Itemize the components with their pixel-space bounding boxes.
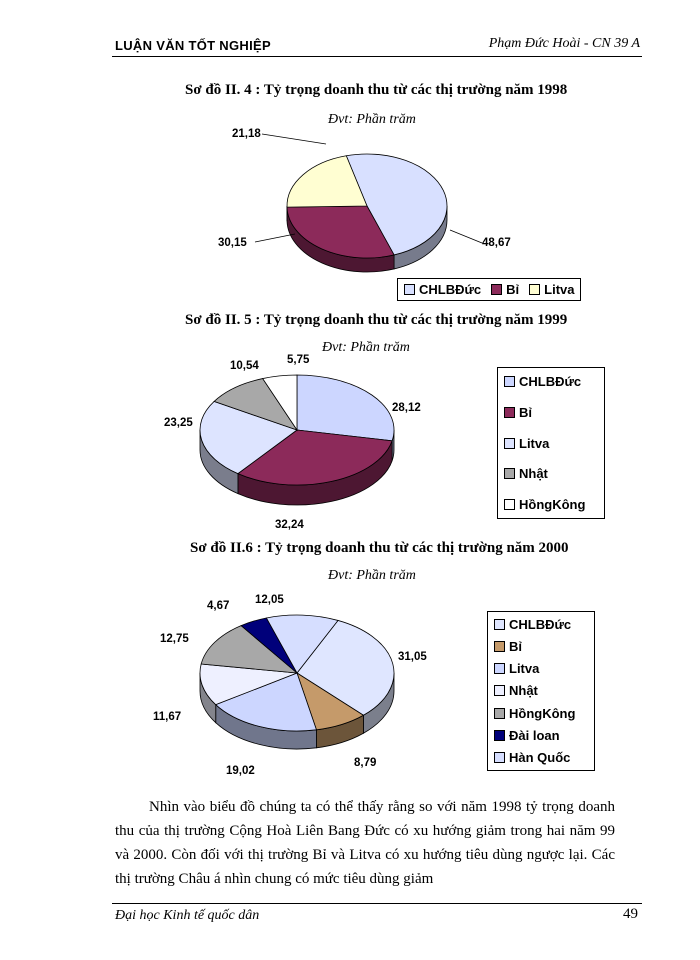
- legend-label: Nhật: [519, 466, 548, 482]
- data-label-HồngKông: 5,75: [287, 354, 310, 366]
- data-label-Litva: 21,18: [232, 128, 261, 140]
- data-label-CHLBĐức: 48,67: [482, 237, 511, 249]
- page-number: 49: [623, 906, 638, 922]
- data-label-Bỉ: 30,15: [218, 237, 247, 249]
- legend-label: Đài loan: [509, 727, 560, 743]
- legend-label: HồngKông: [519, 497, 586, 512]
- chart-1999-title: Sơ đồ II. 5 : Tỷ trọng doanh thu từ các thị trường năm 1999: [185, 312, 568, 328]
- data-label-Nhật: 11,67: [153, 711, 182, 723]
- data-label-Litva: 23,25: [164, 417, 193, 429]
- chart-1998-title: Sơ đồ II. 4 : Tỷ trọng doanh thu từ các thị trường năm 1998: [185, 82, 568, 98]
- legend-item: [494, 639, 588, 654]
- chart-2000-title: Sơ đồ II.6 : Tỷ trọng doanh thu từ các thị trường năm 2000: [190, 540, 569, 556]
- legend-item: [494, 617, 588, 632]
- legend-2000: [487, 611, 595, 771]
- legend-label: CHLBĐức: [419, 282, 482, 297]
- data-label-Litva: 19,02: [226, 765, 255, 777]
- data-label-CHLBĐức: 31,05: [398, 651, 427, 663]
- data-label-Nhật: 10,54: [230, 360, 259, 372]
- data-label-Bỉ: 8,79: [354, 757, 377, 769]
- footer-rule: [112, 903, 642, 904]
- legend-label: CHLBĐức: [509, 617, 572, 632]
- header-left: LUẬN VĂN TỐT NGHIỆP: [115, 38, 271, 53]
- legend-label: Bỉ: [509, 639, 522, 655]
- legend-label: Bỉ: [519, 404, 532, 420]
- legend-swatch: [494, 685, 505, 696]
- legend-label: Litva: [509, 661, 540, 677]
- data-label-HồngKông: 12,75: [160, 633, 189, 645]
- legend-label: CHLBĐức: [519, 374, 582, 389]
- chart-1998-unit: Đvt: Phần trăm: [328, 112, 416, 127]
- legend-swatch: [494, 730, 505, 741]
- chart-1999-unit: Đvt: Phần trăm: [322, 340, 410, 355]
- legend-label: Litva: [544, 282, 575, 297]
- legend-item: [494, 728, 588, 743]
- footer-left: Đại học Kinh tế quốc dân: [115, 908, 260, 923]
- body-text: [115, 795, 615, 891]
- legend-swatch: [494, 619, 505, 630]
- legend-label: HồngKông: [509, 705, 576, 721]
- legend-item: [494, 750, 588, 765]
- body-paragraph: Nhìn vào biểu đồ chúng ta có thể thấy rằng so với năm 1998 tỷ trọng doanh thu của thị trường Cộng Hoà Liên Bang Đức có xu hướng giảm trong hai năm 99 và 2000. Còn đối với thị trường Bỉ và Litva có xu hướng tiêu dùng ngược lại. Các thị trường Châu á nhìn chung có mức tiêu dùng giảm: [115, 799, 615, 887]
- legend-label: Bỉ: [506, 282, 520, 297]
- legend-swatch: [494, 663, 505, 674]
- legend-item: [494, 683, 588, 698]
- legend-swatch: [494, 708, 505, 719]
- legend-swatch: [494, 752, 505, 763]
- legend-label: Hàn Quốc: [509, 749, 571, 765]
- data-label-CHLBĐức: 28,12: [392, 402, 421, 414]
- legend-swatch: [494, 641, 505, 652]
- legend-label: Litva: [519, 435, 550, 451]
- data-label-Đài loan: 4,67: [207, 600, 230, 612]
- legend-item: [494, 661, 588, 676]
- chart-2000-unit: Đvt: Phần trăm: [328, 568, 416, 583]
- data-label-Hàn Quốc: 12,05: [255, 594, 284, 606]
- legend-item: [494, 706, 588, 721]
- data-label-Bỉ: 32,24: [275, 519, 304, 531]
- legend-label: Nhật: [509, 683, 538, 699]
- header-right: Phạm Đức Hoài - CN 39 A: [488, 36, 640, 51]
